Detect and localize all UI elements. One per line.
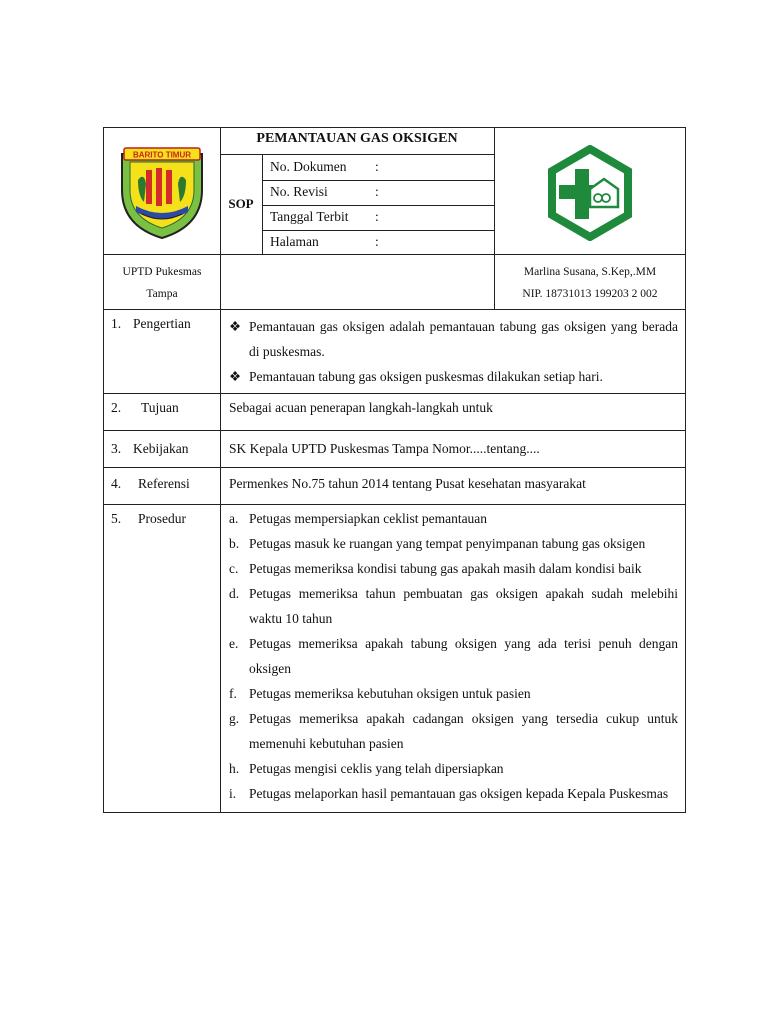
section-label [111, 398, 179, 418]
list-item [229, 556, 678, 581]
list-item [229, 781, 678, 806]
list-item [229, 681, 678, 706]
section-content: Sebagai acuan penerapan langkah-langkah untuk [220, 394, 685, 430]
list-item-key: d. [229, 586, 240, 601]
document-title: PEMANTAUAN GAS OKSIGEN [256, 131, 458, 146]
list-item-text: Petugas memeriksa apakah tabung oksigen yang ada terisi penuh dengan oksigen [249, 636, 678, 676]
org-line: UPTD Pukesmas [122, 266, 202, 278]
section-content: SK Kepala UPTD Puskesmas Tampa Nomor.....tentang.... [220, 431, 685, 467]
section-tujuan [103, 394, 686, 431]
section-label [111, 474, 190, 494]
list-item-key: e. [229, 636, 239, 651]
list-item-key: a. [229, 511, 239, 526]
list-item-key: f. [229, 686, 237, 701]
section-referensi [103, 468, 686, 505]
list-item-text: Petugas melaporkan hasil pemantauan gas oksigen kepada Kepala Puskesmas [249, 786, 669, 801]
puskesmas-cross-icon [542, 145, 638, 246]
diamond-bullet-icon: ❖ [229, 319, 242, 334]
section-kebijakan [103, 431, 686, 468]
field-label: No. Dokumen [270, 159, 347, 174]
list-item-key: g. [229, 711, 240, 726]
list-item [229, 631, 678, 681]
section-number: 1. [111, 316, 122, 331]
signatory-name: Marlina Susana, S.Kep,.MM [523, 266, 657, 278]
field-label: Tanggal Terbit [270, 209, 349, 224]
section-title: Kebijakan [133, 441, 189, 456]
divider [494, 128, 495, 254]
field-separator: : [375, 234, 379, 249]
section-title: Referensi [138, 476, 190, 491]
field-label: No. Revisi [270, 184, 328, 199]
signature-row [103, 254, 686, 310]
sop-label: SOP [228, 196, 254, 211]
organization-name [104, 261, 220, 305]
field-separator: : [375, 184, 379, 199]
section-label [111, 509, 186, 529]
sop-document [103, 127, 686, 813]
list-item [229, 364, 678, 389]
section-number: 5. [111, 511, 122, 526]
sop-header [103, 127, 686, 254]
section-title: Pengertian [133, 316, 191, 331]
section-content [220, 310, 685, 393]
section-number: 4. [111, 476, 122, 491]
section-title: Tujuan [141, 400, 179, 415]
list-item-text: Pemantauan tabung gas oksigen puskesmas dilakukan setiap hari. [249, 369, 603, 384]
section-number: 2. [111, 400, 122, 415]
signatory [495, 261, 685, 305]
section-label [111, 314, 191, 334]
section-title: Prosedur [138, 511, 186, 526]
field-label: Halaman [270, 234, 319, 249]
list-item-key: i. [229, 786, 237, 801]
org-line: Tampa [146, 288, 178, 300]
list-item [229, 314, 678, 364]
field-tanggal-terbit [270, 204, 379, 229]
regency-crest-icon [116, 140, 208, 247]
list-item-text: Pemantauan gas oksigen adalah pemantauan tabung gas oksigen yang berada di puskesmas. [249, 319, 678, 359]
list-item-text: Petugas masuk ke ruangan yang tempat penyimpanan tabung gas oksigen [249, 536, 646, 551]
list-item [229, 531, 678, 556]
diamond-bullet-icon: ❖ [229, 369, 242, 384]
section-number: 3. [111, 441, 122, 456]
section-label [111, 439, 188, 459]
list-item-text: Petugas memeriksa tahun pembuatan gas oksigen apakah sudah melebihi waktu 10 tahun [249, 586, 678, 626]
list-item [229, 756, 678, 781]
section-pengertian [103, 310, 686, 394]
list-item-key: c. [229, 561, 239, 576]
list-item-key: b. [229, 536, 240, 551]
list-item-key: h. [229, 761, 240, 776]
divider [262, 154, 263, 254]
list-item-text: Petugas mempersiapkan ceklist pemantauan [249, 511, 488, 526]
list-item [229, 706, 678, 756]
field-no-dokumen [270, 154, 379, 179]
list-item [229, 506, 678, 531]
section-content: Permenkes No.75 tahun 2014 tentang Pusat kesehatan masyarakat [220, 468, 685, 504]
field-halaman [270, 229, 379, 254]
list-item-text: Petugas memeriksa kondisi tabung gas apakah masih dalam kondisi baik [249, 561, 642, 576]
crest-banner-text: BARITO TIMUR [132, 150, 192, 160]
list-item-text: Petugas memeriksa kebutuhan oksigen untuk pasien [249, 686, 531, 701]
list-item-text: Petugas mengisi ceklis yang telah dipersiapkan [249, 761, 504, 776]
section-prosedur [103, 505, 686, 813]
list-item [229, 581, 678, 631]
field-no-revisi [270, 179, 379, 204]
field-separator: : [375, 159, 379, 174]
field-separator: : [375, 209, 379, 224]
signatory-nip: NIP. 18731013 199203 2 002 [522, 288, 658, 300]
section-content [220, 505, 685, 812]
list-item-text: Petugas memeriksa apakah cadangan oksigen yang tersedia cukup untuk memenuhi kebutuhan pasien [249, 711, 678, 751]
divider [220, 255, 221, 309]
